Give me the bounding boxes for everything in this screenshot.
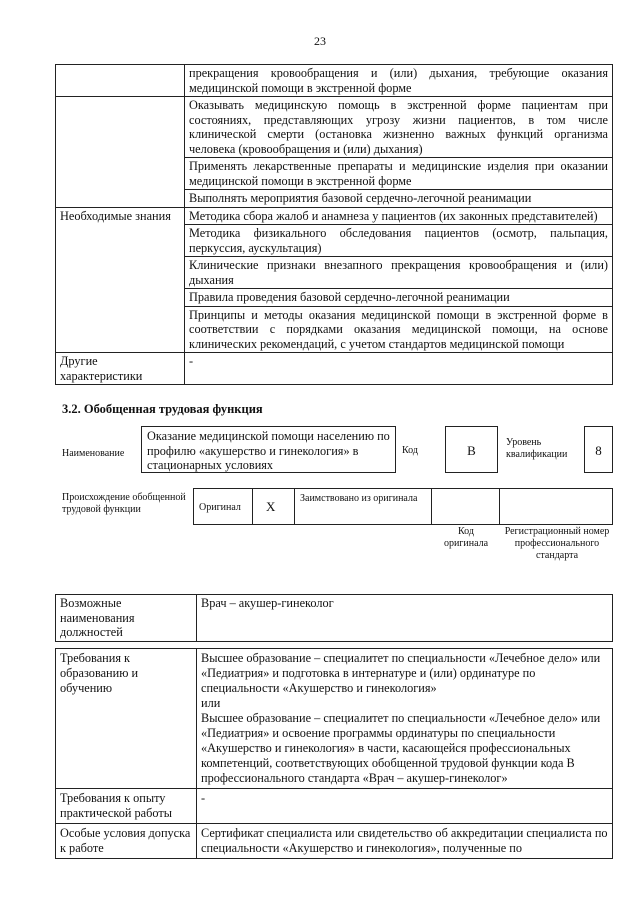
row-text: Правила проведения базовой сердечно-легочной реанимации	[185, 289, 613, 307]
row-text: прекращения кровообращения и (или) дыхания, требующие оказания медицинской помощи в экстренной форме	[185, 65, 613, 97]
positions-label: Возможные наименования должностей	[56, 595, 197, 642]
table-row	[56, 289, 613, 307]
code-label: Код	[402, 445, 418, 456]
table-row	[56, 353, 613, 385]
original-label: Оригинал	[199, 502, 241, 513]
row-text: Выполнять мероприятия базовой сердечно-легочной реанимации	[185, 190, 613, 208]
row-label	[56, 97, 185, 158]
education-line: Высшее образование – специалитет по специальности «Лечебное дело» или «Педиатрия» и освоение программы ординатуры по специальности «Акушерство и гинекология» в части, касающейся профессиональных компетенций, соответствующих обобщенной трудовой функции кода B профессионального стандарта «Врач – акушер-гинеколог»	[201, 711, 601, 785]
other-characteristics-label: Другие характеристики	[56, 353, 185, 385]
table-row	[56, 824, 613, 859]
divider	[431, 488, 433, 525]
divider	[499, 488, 501, 525]
row-text: -	[185, 353, 613, 385]
row-text: Методика физикального обследования пациентов (осмотр, пальпация, перкуссия, аускультация)	[185, 225, 613, 257]
table-row	[56, 595, 613, 642]
level-label: Уровень квалификации	[506, 437, 568, 460]
education-line: или	[201, 696, 221, 710]
origin-label: Происхождение обобщенной трудовой функции	[62, 492, 186, 515]
table-row	[56, 257, 613, 289]
divider	[294, 488, 296, 525]
experience-value: -	[197, 789, 613, 824]
name-value: Оказание медицинской помощи населению по профилю «акушерство и гинекология» в стационарных условиях	[141, 426, 396, 473]
experience-label: Требования к опыту практической работы	[56, 789, 197, 824]
code-original-caption: Код оригинала	[443, 526, 489, 549]
special-conditions-value: Сертификат специалиста или свидетельство об аккредитации специалиста по специальности «Акушерство и гинекология», полученные по	[197, 824, 613, 859]
row-label	[56, 257, 185, 289]
table-row	[56, 225, 613, 257]
row-label	[56, 289, 185, 307]
borrowed-label: Заимствовано из оригинала	[300, 493, 418, 504]
row-text: Принципы и методы оказания медицинской помощи в экстренной форме в соответствии с порядками оказания медицинской помощи, на основе клинических рекомендаций, с учетом стандартов медицинской помощи	[185, 306, 613, 353]
table-row	[56, 649, 613, 789]
original-mark: X	[266, 499, 276, 514]
level-value: 8	[584, 426, 613, 473]
row-label	[56, 190, 185, 208]
education-line: Высшее образование – специалитет по специальности «Лечебное дело» или «Педиатрия» и подготовка в интернатуре и (или) ординатуре по специальности «Акушерство и гинекология»	[201, 651, 601, 695]
table-row	[56, 65, 613, 97]
page-number: 23	[314, 34, 326, 48]
table-row	[56, 306, 613, 353]
code-value: B	[445, 426, 498, 473]
table-row	[56, 158, 613, 190]
row-text: Методика сбора жалоб и анамнеза у пациентов (их законных представителей)	[185, 207, 613, 225]
reg-number-caption: Регистрационный номер профессионального стандарта	[504, 526, 610, 561]
table-row	[56, 190, 613, 208]
row-label	[56, 225, 185, 257]
special-conditions-label: Особые условия допуска к работе	[56, 824, 197, 859]
education-label: Требования к образованию и обучению	[56, 649, 197, 789]
requirements-table	[55, 648, 613, 859]
positions-table	[55, 594, 613, 642]
row-label	[56, 65, 185, 97]
skills-knowledge-table	[55, 64, 613, 385]
divider	[252, 488, 254, 525]
table-row	[56, 97, 613, 158]
row-text: Клинические признаки внезапного прекращения кровообращения и (или) дыхания	[185, 257, 613, 289]
table-row	[56, 207, 613, 225]
row-text: Применять лекарственные препараты и медицинские изделия при оказании медицинской помощи в экстренной форме	[185, 158, 613, 190]
table-row	[56, 789, 613, 824]
row-label	[56, 158, 185, 190]
row-text: Оказывать медицинскую помощь в экстренной форме пациентам при состояниях, представляющих угрозу жизни пациентов, в том числе клинической смерти (остановка жизненно важных функций организма человека (кровообращения и (или) дыхания)	[185, 97, 613, 158]
name-label: Наименование	[62, 448, 125, 459]
positions-value: Врач – акушер-гинеколог	[197, 595, 613, 642]
row-label	[56, 306, 185, 353]
section-title: 3.2. Обобщенная трудовая функция	[62, 402, 263, 416]
knowledge-label: Необходимые знания	[56, 207, 185, 225]
education-value	[197, 649, 613, 789]
